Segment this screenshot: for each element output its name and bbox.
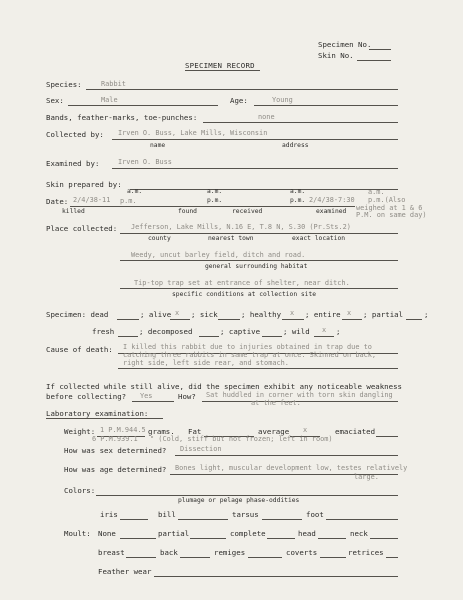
lab-label: Laboratory examination: — [46, 409, 149, 418]
date-note-line-2: weighed at 1 & 6 — [356, 204, 423, 212]
received-caption: received — [232, 208, 263, 215]
specimen-no-label: Specimen No. — [318, 40, 372, 49]
county-caption: county — [148, 235, 171, 242]
coverts-field[interactable] — [320, 557, 346, 558]
name-caption: name — [150, 142, 166, 149]
head-field[interactable] — [318, 538, 346, 539]
lab-underline — [46, 418, 163, 419]
dead-field[interactable] — [117, 319, 139, 320]
moult-label: Moult: — [64, 529, 91, 538]
skin-prepared-label: Skin prepared by: — [46, 180, 122, 189]
remiges-field[interactable] — [248, 557, 282, 558]
examined-by-label: Examined by: — [46, 159, 100, 168]
feather-wear-field[interactable] — [154, 576, 398, 577]
fat-label: Fat — [188, 427, 202, 436]
retrices-label: retrices — [348, 548, 384, 557]
tarsus-field[interactable] — [262, 519, 302, 520]
partial-semicolon: ; — [424, 310, 429, 319]
cause-label: Cause of death: — [46, 345, 113, 354]
conditions-value: Tip-top trap set at entrance of shelter, near ditch. — [134, 279, 350, 287]
back-label: back — [160, 548, 178, 557]
species-field[interactable] — [86, 89, 398, 90]
neck-label: neck — [350, 529, 368, 538]
retrices-field[interactable] — [386, 557, 398, 558]
healthy-field[interactable] — [282, 319, 304, 320]
colors-field[interactable] — [96, 495, 398, 496]
weakness-question-line-2: before collecting? — [46, 392, 127, 401]
sex-label: Sex: — [46, 96, 64, 105]
weight-label: Weight: — [64, 427, 96, 436]
found-caption: found — [178, 208, 197, 215]
date-field[interactable] — [70, 206, 355, 207]
date-examined-marker: a.m. — [368, 188, 385, 196]
weakness-question-line-1: If collected while still alive, did the specimen exhibit any noticeable weakness — [46, 382, 402, 391]
entire-label: ; entire — [305, 310, 341, 319]
cause-field-2[interactable] — [118, 368, 398, 369]
specimen-dead-label: Specimen: dead — [46, 310, 109, 319]
cause-line-2: catching three rabbits in same trap at once. Skinned on back, — [123, 351, 377, 359]
weakness-answer-field[interactable] — [132, 401, 174, 402]
species-label: Species: — [46, 80, 82, 89]
average-label: average — [258, 427, 290, 436]
partial-moult-field[interactable] — [190, 538, 226, 539]
wild-label: ; wild — [283, 327, 310, 336]
plumage-caption: plumage or pelage phase-oddities — [178, 497, 300, 504]
alive-field[interactable] — [170, 319, 190, 320]
bands-value: none — [258, 113, 275, 121]
place-collected-value: Jefferson, Lake Mills, N.16 E, T.8 N, S.30 (Pr.Sts.2) — [131, 223, 351, 231]
healthy-label: ; healthy — [241, 310, 282, 319]
skin-no-field[interactable] — [357, 60, 391, 61]
emaciated-label: emaciated — [335, 427, 376, 436]
weight-value-1: 1 P.M.944.5 — [100, 426, 146, 434]
date-killed-marker: p.m. — [120, 197, 137, 205]
collected-by-field[interactable] — [112, 139, 398, 140]
weakness-answer: Yes — [140, 392, 153, 400]
examined-caption: examined — [316, 208, 347, 215]
complete-label: complete — [230, 529, 266, 538]
skin-prepared-field[interactable] — [130, 189, 398, 190]
date-pm-2: p.m. — [207, 197, 223, 204]
examined-by-value: Irven O. Buss — [118, 158, 172, 166]
none-label: None — [98, 529, 116, 538]
address-caption: address — [282, 142, 309, 149]
how-label: How? — [178, 392, 196, 401]
sex-determined-label: How was sex determined? — [64, 446, 167, 455]
breast-label: breast — [98, 548, 125, 557]
date-am-3: a.m. — [290, 188, 306, 195]
specific-conditions-caption: specific conditions at collection site — [172, 291, 317, 298]
captive-field[interactable] — [262, 336, 282, 337]
fresh-field[interactable] — [118, 336, 138, 337]
grams-label: grams. — [148, 427, 175, 436]
how-answer-line-2: at the feet. — [251, 399, 301, 407]
bill-label: bill — [158, 510, 176, 519]
species-value: Rabbit — [101, 80, 126, 88]
none-field[interactable] — [120, 538, 156, 539]
fresh-label: fresh — [92, 327, 115, 336]
decomposed-label: ; decomposed — [139, 327, 193, 336]
bands-field[interactable] — [203, 122, 398, 123]
fat-mark: x — [303, 426, 308, 434]
head-label: head — [298, 529, 316, 538]
emaciated-field[interactable] — [376, 436, 398, 437]
back-field[interactable] — [180, 557, 210, 558]
remiges-label: remiges — [214, 548, 246, 557]
collected-by-label: Collected by: — [46, 130, 104, 139]
breast-field[interactable] — [126, 557, 156, 558]
date-am-1: a.m. — [127, 188, 143, 195]
complete-field[interactable] — [267, 538, 295, 539]
coverts-label: coverts — [286, 548, 318, 557]
wild-semicolon: ; — [336, 327, 341, 336]
tarsus-label: tarsus — [232, 510, 259, 519]
entire-field[interactable] — [342, 319, 362, 320]
neck-field[interactable] — [370, 538, 398, 539]
alive-label: ; alive — [140, 310, 172, 319]
age-determined-label: How was age determined? — [64, 465, 167, 474]
alive-mark: x — [175, 309, 180, 317]
weight-value-2: 6 P.M.939.1 — [92, 435, 138, 443]
partial-label: ; partial — [363, 310, 404, 319]
healthy-mark: x — [290, 309, 295, 317]
date-note-line-1: p.m.(Also — [368, 196, 406, 204]
habitat-value: Weedy, uncut barley field, ditch and road. — [131, 251, 306, 259]
colors-label: Colors: — [64, 486, 96, 495]
entire-mark: x — [347, 309, 352, 317]
sex-determined-field[interactable] — [175, 455, 398, 456]
partial-moult-label: partial — [158, 529, 190, 538]
sick-label: ; sick — [191, 310, 218, 319]
killed-caption: killed — [62, 208, 85, 215]
exact-location-caption: exact location — [292, 235, 346, 242]
sick-field[interactable] — [218, 319, 240, 320]
age-field[interactable] — [254, 105, 398, 106]
iris-field[interactable] — [120, 519, 148, 520]
feather-wear-label: Feather wear — [98, 567, 152, 576]
place-collected-field[interactable] — [120, 233, 398, 234]
weight-note: " (Cold, stiff but not frozen; left in room) — [150, 435, 333, 443]
age-label: Age: — [230, 96, 248, 105]
nearest-town-caption: nearest town — [208, 235, 254, 242]
bands-label: Bands, feather-marks, toe-punches: — [46, 113, 198, 122]
bill-field[interactable] — [178, 519, 228, 520]
habitat-field[interactable] — [120, 260, 398, 261]
date-am-2: a.m. — [207, 188, 223, 195]
date-label: Date: — [46, 197, 69, 206]
conditions-field[interactable] — [120, 288, 398, 289]
date-killed-value: 2/4/38-11 — [73, 196, 111, 204]
how-answer-line-1: Sat huddled in corner with torn skin dangling — [206, 391, 393, 399]
partial-field[interactable] — [406, 319, 422, 320]
cause-line-1: I killed this rabbit due to injuries obtained in trap due to — [123, 343, 372, 351]
sex-field[interactable] — [68, 105, 218, 106]
sex-value: Male — [101, 96, 118, 104]
examined-by-field[interactable] — [112, 168, 398, 169]
skin-no-label: Skin No. — [318, 51, 354, 60]
foot-label: foot — [306, 510, 324, 519]
collected-by-value: Irven O. Buss, Lake Mills, Wisconsin — [118, 129, 268, 137]
age-value: Young — [272, 96, 293, 104]
form-title: SPECIMEN RECORD — [185, 61, 255, 70]
sex-determination-value: Dissection — [180, 445, 222, 453]
foot-field[interactable] — [326, 519, 398, 520]
general-habitat-caption: general surrounding habitat — [205, 263, 308, 270]
date-received-value: 2/4/38-7:30 — [309, 196, 355, 204]
date-note-line-3: P.M. on same day) — [356, 211, 427, 219]
wild-mark: x — [322, 326, 327, 334]
cause-line-3: right side, left side rear, and stomach. — [123, 359, 289, 367]
age-determination-line-1: Bones light, muscular development low, testes relatively — [175, 464, 408, 472]
title-underline — [185, 70, 260, 71]
captive-label: ; captive — [220, 327, 261, 336]
specimen-no-field[interactable] — [369, 49, 391, 50]
iris-label: iris — [100, 510, 118, 519]
place-collected-label: Place collected: — [46, 224, 118, 233]
date-pm-3: p.m. — [290, 197, 306, 204]
age-determination-line-2: large. — [354, 473, 379, 481]
wild-field[interactable] — [314, 336, 334, 337]
decomposed-field[interactable] — [199, 336, 219, 337]
